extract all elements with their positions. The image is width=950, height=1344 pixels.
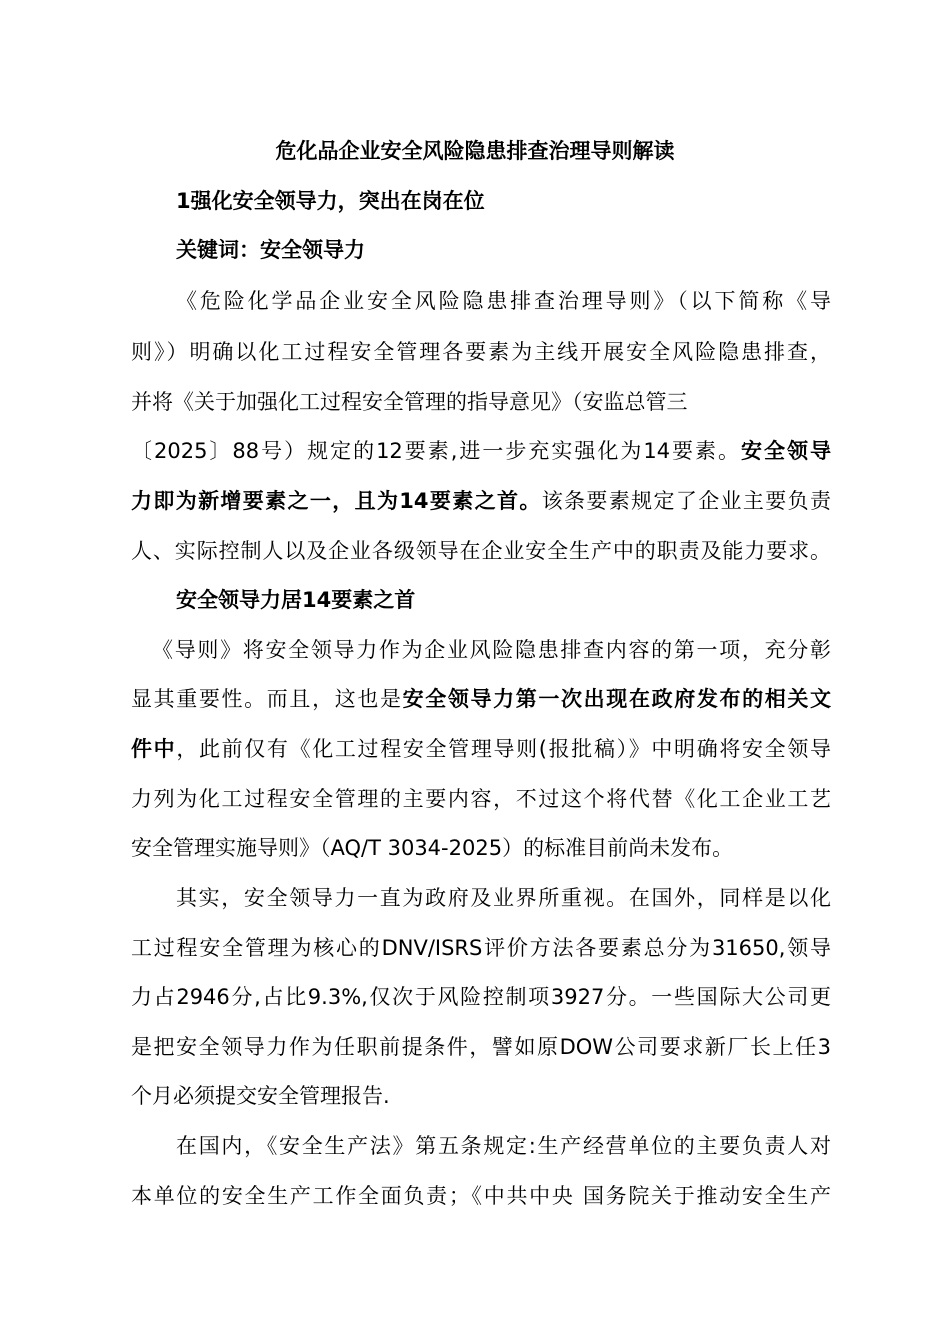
paragraph-line xyxy=(131,681,831,717)
paragraph-line: 其实，安全领导力一直为政府及业界所重视。在国外，同样是以化 xyxy=(176,886,831,910)
keywords-line: 关键词：安全领导力 xyxy=(176,238,365,262)
paragraph-line: 《导则》将安全领导力作为企业风险隐患排查内容的第一项，充分彰 xyxy=(152,638,831,662)
paragraph-line: 本单位的安全生产工作全面负责；《中共中央 国务院关于推动安全生产 xyxy=(131,1184,831,1208)
text-run: ，此前仅有《化工过程安全管理导则(报批稿）》中明确将安全领导 xyxy=(176,737,831,761)
subheading: 安全领导力居14要素之首 xyxy=(176,588,416,612)
paragraph-line: 力占2946分,占比9.3%,仅次于风险控制项3927分。一些国际大公司更 xyxy=(131,985,831,1009)
section-heading: 1强化安全领导力，突出在岗在位 xyxy=(176,189,485,213)
text-run: 该条要素规定了企业主要负责 xyxy=(541,489,831,513)
paragraph-line: 安全管理实施导则》（AQ/T 3034-2025）的标准目前尚未发布。 xyxy=(131,836,734,860)
paragraph-line xyxy=(131,731,831,767)
paragraph-line: 人、实际控制人以及企业各级领导在企业安全生产中的职责及能力要求。 xyxy=(131,539,831,563)
paragraph-line: 工过程安全管理为核心的DNV/ISRS评价方法各要素总分为31650,领导 xyxy=(131,936,831,960)
paragraph-line: 力列为化工过程安全管理的主要内容，不过这个将代替《化工企业工艺 xyxy=(131,787,831,811)
paragraph-line: 并将《关于加强化工过程安全管理的指导意见》（安监总管三 xyxy=(131,390,688,414)
document-title: 危化品企业安全风险隐患排查治理导则解读 xyxy=(275,139,675,163)
paragraph-line: 是把安全领导力作为任职前提条件，譬如原DOW公司要求新厂长上任3 xyxy=(131,1035,831,1059)
paragraph-line: 则》）明确以化工过程安全管理各要素为主线开展安全风险隐患排查， xyxy=(131,340,831,364)
paragraph-line: 《危险化学品企业安全风险隐患排查治理导则》（以下简称《导 xyxy=(176,289,831,313)
paragraph-line xyxy=(131,483,831,519)
text-run: 显其重要性。而且，这也是 xyxy=(131,687,403,711)
text-run: 〔2025〕88号）规定的12要素,进一步充实强化为14要素。 xyxy=(131,439,742,463)
bold-text-run: 件中 xyxy=(131,737,177,761)
paragraph-line: 个月必须提交安全管理报告. xyxy=(131,1084,390,1108)
bold-text-run: 安全领导 xyxy=(741,439,831,463)
paragraph-line: 在国内，《安全生产法》第五条规定:生产经营单位的主要负责人对 xyxy=(176,1134,831,1158)
bold-text-run: 力即为新增要素之一，且为14要素之首。 xyxy=(131,489,542,513)
paragraph-line xyxy=(131,433,831,469)
bold-text-run: 安全领导力第一次出现在政府发布的相关文 xyxy=(402,687,832,711)
